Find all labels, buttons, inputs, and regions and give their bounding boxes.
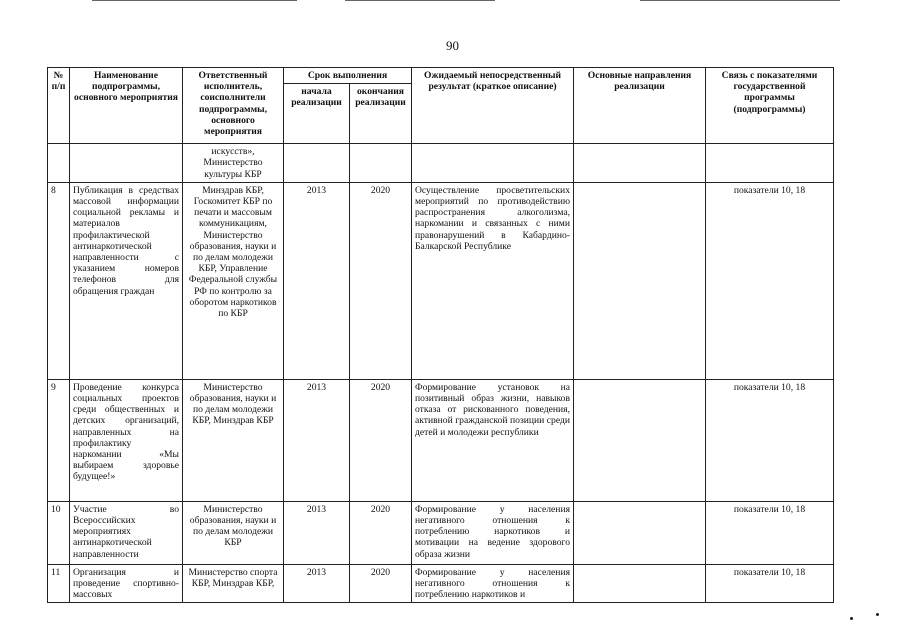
row-num: 10 [48, 501, 70, 564]
start-year: 2013 [284, 182, 350, 379]
page-number: 90 [446, 38, 459, 53]
scan-artifact-top-3 [640, 0, 840, 1]
directions-cell [574, 182, 706, 379]
measure-name: Публикация в средствах массовой информации социальной рекламы и материалов профилактической антинаркотической направленности с указанием номеров телефонов для обращения граждан [70, 182, 183, 379]
row-num: 8 [48, 182, 70, 379]
table-row [48, 182, 834, 379]
header-end: окончания реализации [350, 84, 412, 144]
expected-result: Осуществление просветительских мероприятий по противодействию распространения алкоголизма, наркомании и связанных с ними правонарушений в Кабардино-Балкарской Республике [412, 182, 574, 379]
header-directions: Основные направления реализации [574, 68, 706, 144]
scan-artifact-top-2 [345, 0, 495, 1]
start-year: 2013 [284, 379, 350, 501]
scan-dot [876, 613, 879, 616]
header-responsible: Ответственный исполнитель, соисполнители подпрограммы, основного мероприятия [183, 68, 284, 144]
directions-cell [574, 379, 706, 501]
header-name: Наименование подпрограммы, основного мероприятия [70, 68, 183, 144]
end-year: 2020 [350, 379, 412, 501]
program-table [47, 67, 834, 603]
header-link: Связь с показателями государственной программы (подпрограммы) [706, 68, 834, 144]
header-row-1 [48, 68, 834, 84]
header-start: начала реализации [284, 84, 350, 144]
table-row [48, 501, 834, 564]
indicators-link: показатели 10, 18 [706, 501, 834, 564]
responsible-cell: Минздрав КБР, Госкомитет КБР по печати и массовым коммуникациям, Министерство образования, науки и по делам молодежи КБР, Управление Федеральной службы РФ по контролю за оборотом наркотиков по КБР [183, 182, 284, 379]
expected-result: Формирование у населения негативного отношения к потреблению наркотиков и мотивации на ведение здорового образа жизни [412, 501, 574, 564]
expected-result: Формирование установок на позитивный образ жизни, навыков отказа от рискованного поведения, активной гражданской позиции среди детей и молодежи республики [412, 379, 574, 501]
table-row-continuation [48, 144, 834, 183]
scan-dot [850, 617, 853, 620]
start-year: 2013 [284, 501, 350, 564]
row-num: 11 [48, 564, 70, 603]
measure-name: Проведение конкурса социальных проектов среди общественных и детских организаций, направленных на профилактику наркомании «Мы выбираем здоровье будущее!» [70, 379, 183, 501]
header-term: Срок выполнения [284, 68, 412, 84]
row-num: 9 [48, 379, 70, 501]
indicators-link: показатели 10, 18 [706, 379, 834, 501]
end-year: 2020 [350, 501, 412, 564]
header-num: № п/п [48, 68, 70, 144]
header-result: Ожидаемый непосредственный результат (краткое описание) [412, 68, 574, 144]
directions-cell [574, 564, 706, 603]
responsible-cell: Министерство спорта КБР, Минздрав КБР, [183, 564, 284, 603]
end-year: 2020 [350, 182, 412, 379]
directions-cell [574, 501, 706, 564]
responsible-cell: Министерство образования, науки и по делам молодежи КБР [183, 501, 284, 564]
expected-result: Формирование у населения негативного отношения к потреблению наркотиков и [412, 564, 574, 603]
responsible-cell: искусств», Министерство культуры КБР [183, 144, 284, 183]
table-row [48, 564, 834, 603]
indicators-link: показатели 10, 18 [706, 182, 834, 379]
measure-name: Организация и проведение спортивно-массовых [70, 564, 183, 603]
scan-artifact-top-1 [92, 0, 297, 1]
measure-name: Участие во Всероссийских мероприятиях антинаркотической направленности [70, 501, 183, 564]
start-year: 2013 [284, 564, 350, 603]
indicators-link: показатели 10, 18 [706, 564, 834, 603]
responsible-cell: Министерство образования, науки и по делам молодежи КБР, Минздрав КБР [183, 379, 284, 501]
table-row [48, 379, 834, 501]
end-year: 2020 [350, 564, 412, 603]
